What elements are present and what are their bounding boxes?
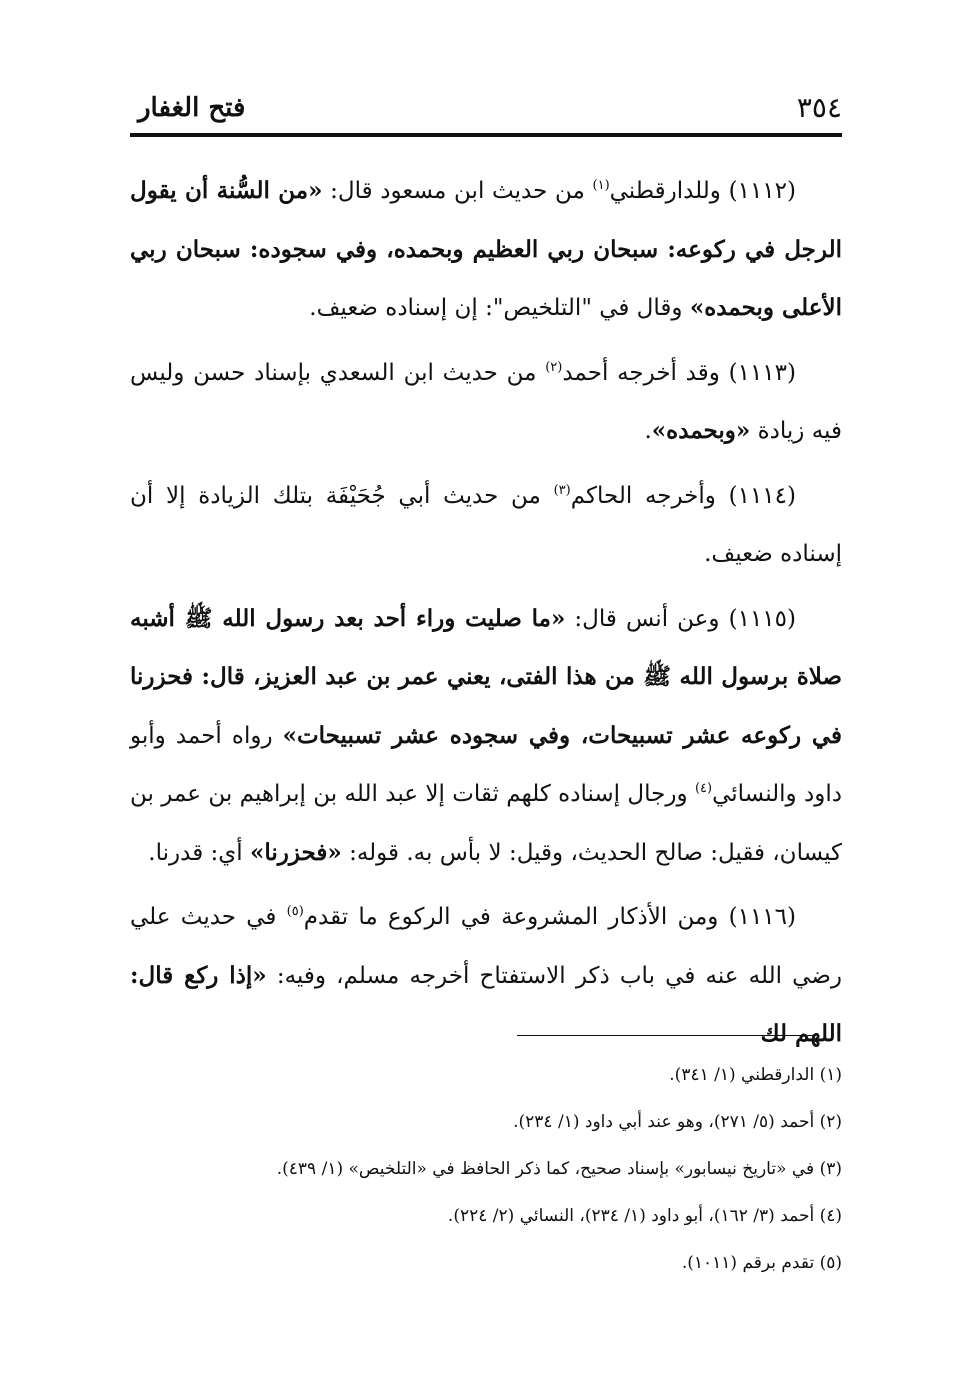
paragraph-1112: (١١١٢) وللدارقطني$^{(١)}$ من حديث ابن مسعود قال: «من السُّنة أن يقول الرجل في ركوعه: سبحان ربي العظيم وبحمده، وفي سجوده: سبحان ربي الأعلى وبحمده» وقال في "التلخيص": إن إسناده ضعيف. (130, 177, 842, 321)
paragraph-1113: (١١١٣) وقد أخرجه أحمد$^{(٢)}$ من حديث ابن السعدي بإسناد حسن وليس فيه زيادة «وبحمده». (130, 359, 842, 444)
hadith-number: (١١١٣) (728, 359, 796, 386)
hadith-number: (١١١٢) (728, 178, 796, 204)
footnote-separator (517, 1035, 814, 1036)
hadith-quote: «وبحمده» (651, 417, 751, 444)
footnote-ref: (٢) (545, 359, 563, 375)
footnote-5: (٥) تقدم برقم (١٠١١). (681, 1253, 842, 1273)
hadith-number: (١١١٤) (728, 482, 796, 509)
page-header (130, 88, 842, 134)
footnote-1: (١) الدارقطني (١/ ٣٤١). (669, 1065, 842, 1085)
footnote-ref: (٤) (694, 781, 713, 796)
page-number: ٣٥٤ (796, 91, 842, 124)
header-rule (130, 133, 842, 137)
paragraph-1116: (١١١٦) ومن الأذكار المشروعة في الركوع ما تقدم$^{(٥)}$ في حديث علي رضي الله عنه في باب ذكر الاستفتاح أخرجه مسلم، وفيه: «إذا ركع قال: اللهم لك (130, 904, 842, 1047)
paragraph-1114: (١١١٤) وأخرجه الحاكم$^{(٣)}$ من حديث أبي جُحَيْفَة بتلك الزيادة إلا أن إسناده ضعيف. (130, 482, 842, 567)
footnote-ref: (٣) (553, 482, 571, 498)
footnotes (130, 1052, 842, 1287)
hadith-quote: «إذا ركع قال: اللهم لك (130, 961, 842, 1047)
footnote-3: (٣) في «تاريخ نيسابور» بإسناد صحيح، كما ذكر الحافظ في «التلخيص» (١/ ٤٣٩). (276, 1159, 842, 1179)
main-text (130, 162, 842, 1070)
hadith-quote: «من السُّنة أن يقول الرجل في ركوعه: سبحان ربي العظيم وبحمده، وفي سجوده: سبحان ربي الأعلى وبحمده» (130, 177, 842, 321)
running-title: فتح الغفار (138, 93, 246, 123)
footnote-2: (٢) أحمد (٥/ ٢٧١)، وهو عند أبي داود (١/ ٢٣٤). (513, 1112, 842, 1132)
hadith-quote: «ما صليت وراء أحد بعد رسول الله ﷺ أشبه صلاة برسول الله ﷺ من هذا الفتى، يعني عمر بن عبد العزيز، قال: فحزرنا في ركوعه عشر تسبيحات، وفي سجوده عشر تسبيحات» (130, 604, 842, 749)
footnote-ref: (١) (592, 178, 610, 193)
hadith-number: (١١١٥) (728, 605, 796, 632)
quoted-word: «فحزرنا» (249, 838, 342, 866)
footnote-4: (٤) أحمد (٣/ ١٦٢)، أبو داود (١/ ٢٣٤)، النسائي (٢/ ٢٢٤). (447, 1206, 842, 1226)
footnote-ref: (٥) (286, 904, 304, 919)
hadith-number: (١١١٦) (728, 904, 796, 930)
paragraph-1115: (١١١٥) وعن أنس قال: «ما صليت وراء أحد بعد رسول الله ﷺ أشبه صلاة برسول الله ﷺ من هذا الفتى، يعني عمر بن عبد العزيز، قال: فحزرنا في ركوعه عشر تسبيحات، وفي سجوده عشر تسبيحات» رواه أحمد وأبو داود والنسائي$^{(٤)}$ ورجال إسناده كلهم ثقات إلا عبد الله بن إبراهيم بن عمر بن كيسان، فقيل: صالح الحديث، وقيل: لا بأس به. قوله: «فحزرنا» أي: قدرنا. (130, 604, 842, 866)
